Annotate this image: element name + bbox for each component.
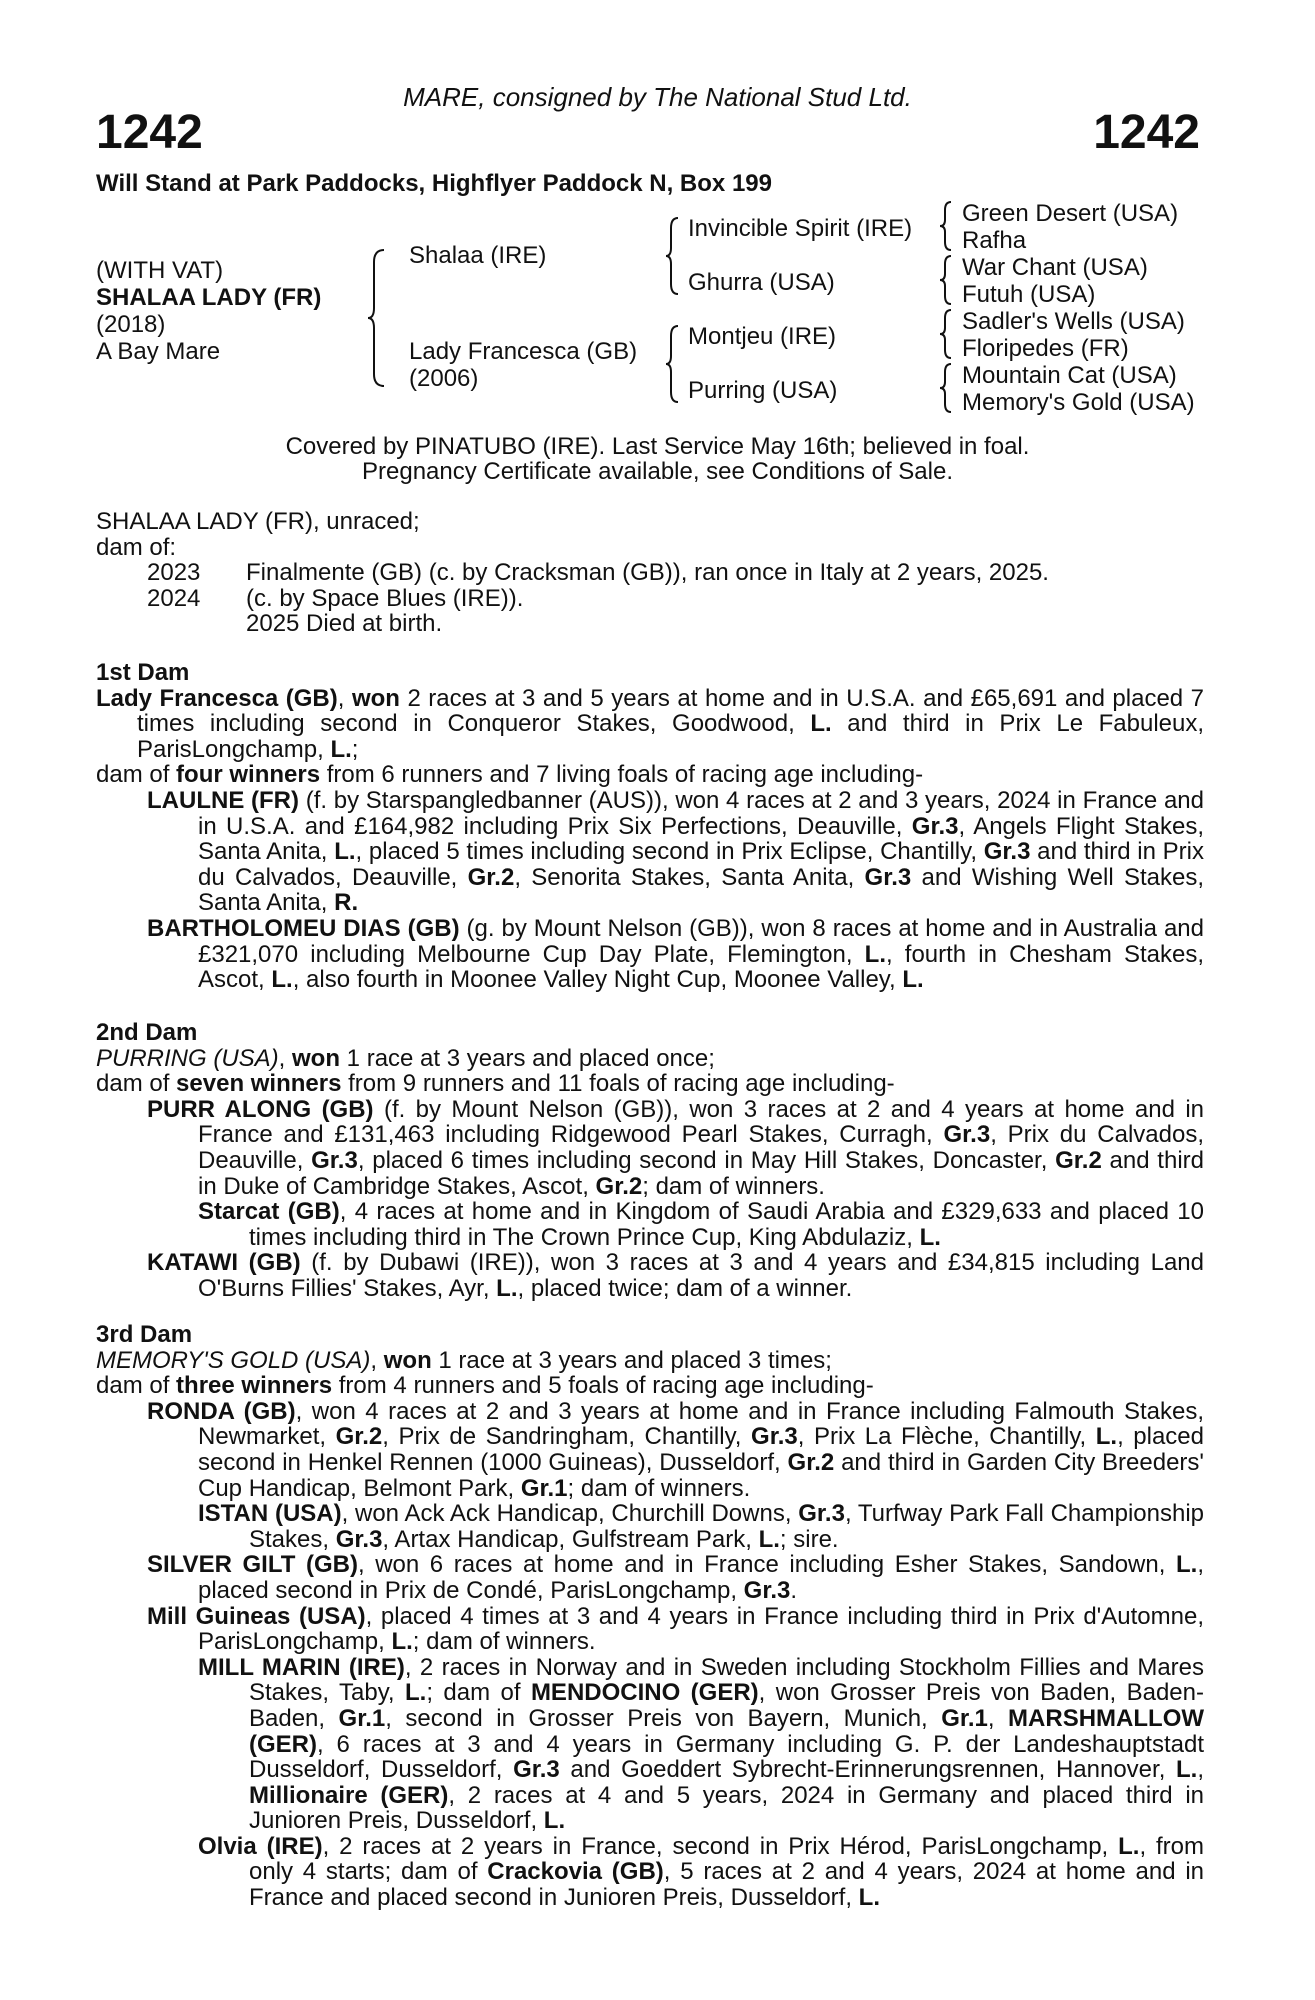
gg-2: Rafha [962,227,1027,254]
gg-3: War Chant (USA) [962,254,1148,281]
pedigree-brace-main [366,248,388,388]
horse-year: (2018) [96,311,166,338]
progeny-entry: RONDA (GB), won 4 races at 2 and 3 years at home and in France including Falmouth Stakes, Newmarket, Gr.2, Prix de Sandringham, Chantilly, Gr.3, Prix La Flèche, Chantilly, L., placed second in Henkel Rennen (1000 Guineas), Dusseldorf, Gr.2 and third in Garden City Breeders' Cup Handicap, Belmont Park, Gr.1; dam of winners. [147,1397,1205,1502]
pedigree-brace-sire [664,216,682,296]
progeny-name: Olvia (IRE) [198,1832,323,1860]
first-dam-of: dam of four winners from 6 runners and 7 living foals of racing age including- [96,761,924,789]
gg-8: Memory's Gold (USA) [962,389,1195,416]
produce-year: 2023 [147,559,201,587]
produce-text: Finalmente (GB) (c. by Cracksman (GB)), ran once in Italy at 2 years, 2025. [246,559,1049,587]
progeny-name: PURR ALONG (GB) [147,1095,374,1123]
progeny-name: SILVER GILT (GB) [147,1551,358,1579]
produce-table [96,560,1049,637]
sire: Shalaa (IRE) [409,242,547,269]
third-dam-heading: 3rd Dam [96,1321,193,1348]
produce-year: 2024 [147,584,201,612]
produce-text: (c. by Space Blues (IRE)). [246,584,524,612]
produce-row [96,586,1049,612]
progeny-name: RONDA (GB) [147,1397,296,1425]
produce-year [147,611,246,637]
pedigree-brace-2 [938,254,954,306]
covering-line-2: Pregnancy Certificate available, see Conditions of Sale. [362,458,953,485]
gg-4: Futuh (USA) [962,281,1096,308]
progeny-entry: KATAWI (GB) (f. by Dubawi (IRE)), won 3 races at 3 and 4 years and £34,815 including Land O'Burns Fillies' Stakes, Ayr, L., placed twice; dam of a winner. [147,1249,1204,1302]
second-dam-heading: 2nd Dam [96,1019,198,1046]
first-dam-record: Lady Francesca (GB), won 2 races at 3 and 5 years at home and in U.S.A. and £65,691 and placed 7 times including second in Conqueror Stakes, Goodwood, L. and third in Prix Le Fabuleux, ParisLongchamp, L.; [96,684,1205,763]
progeny-entry: Mill Guineas (USA), placed 4 times at 3 and 4 years in France including third in Prix d'Automne, ParisLongchamp, L.; dam of winners. [147,1602,1204,1656]
progeny-entry: ISTAN (USA), won Ack Ack Handicap, Churchill Downs, Gr.3, Turfway Park Fall Championship Stakes, Gr.3, Artax Handicap, Gulfstream Park, L.; sire. [198,1500,1205,1553]
gg-7: Mountain Cat (USA) [962,362,1177,389]
progeny-name: KATAWI (GB) [147,1249,301,1277]
sire-sire: Invincible Spirit (IRE) [688,215,913,242]
progeny-entry: Starcat (GB), 4 races at home and in Kingdom of Saudi Arabia and £329,633 and placed 10 times including third in The Crown Prince Cup, King Abdulaziz, L. [198,1198,1204,1251]
progeny-name: BARTHOLOMEU DIAS (GB) [147,914,460,942]
gg-1: Green Desert (USA) [962,200,1179,227]
won-label: won [351,684,400,712]
produce-dam-of: dam of: [96,533,177,561]
dam-name: PURRING (USA) [96,1044,279,1072]
third-dam-section [96,1322,1204,1911]
progeny-entry: SILVER GILT (GB), won 6 races at home and in France including Esher Stakes, Sandown, L., placed second in Prix de Condé, ParisLongchamp, Gr.3. [147,1551,1204,1604]
horse-description: A Bay Mare [96,338,221,365]
produce-text: 2025 Died at birth. [246,610,443,638]
produce-intro: SHALAA LADY (FR), unraced; [96,508,420,535]
dam-dam: Purring (USA) [688,377,838,404]
produce-row [96,611,1049,637]
horse-name: SHALAA LADY (FR) [96,284,322,311]
gg-6: Floripedes (FR) [962,335,1129,362]
progeny-entry: Olvia (IRE), 2 races at 2 years in France, second in Prix Hérod, ParisLongchamp, L., from only 4 starts; dam of Crackovia (GB), 5 races at 2 and 4 years, 2024 at home and in France and placed second in Junioren Preis, Dusseldorf, L. [198,1832,1205,1912]
third-dam-record: MEMORY'S GOLD (USA), won 1 race at 3 years and placed 3 times; [96,1346,832,1374]
progeny-entry: PURR ALONG (GB) (f. by Mount Nelson (GB)), won 3 races at 2 and 4 years at home and in France and £131,463 including Ridgewood Pearl Stakes, Curragh, Gr.3, Prix du Calvados, Deauville, Gr.3, placed 6 times including second in May Hill Stakes, Doncaster, Gr.2 and third in Duke of Cambridge Stakes, Ascot, Gr.2; dam of winners. [147,1095,1205,1200]
dam-name: Lady Francesca (GB) [96,684,338,712]
progeny-name: LAULNE (FR) [147,786,299,814]
progeny-name: Starcat (GB) [198,1198,340,1226]
lot-number-left: 1242 [96,106,203,159]
covering-line-1: Covered by PINATUBO (IRE). Last Service May 16th; believed in foal. [285,433,1030,460]
second-dam-section [96,1020,1204,1302]
sire-dam: Ghurra (USA) [688,269,835,296]
pedigree-brace-dam [664,324,682,404]
progeny-entry: LAULNE (FR) (f. by Starspangledbanner (AUS)), won 4 races at 2 and 3 years, 2024 in France and in U.S.A. and £164,982 including Prix Six Perfections, Deauville, Gr.3, Angels Flight Stakes, Santa Anita, L., placed 5 times including second in Prix Eclipse, Chantilly, Gr.3 and third in Prix du Calvados, Deauville, Gr.2, Senorita Stakes, Santa Anita, Gr.3 and Wishing Well Stakes, Santa Anita, R. [147,786,1205,917]
dam: Lady Francesca (GB) [409,338,638,365]
progeny-entry: MILL MARIN (IRE), 2 races in Norway and in Sweden including Stockholm Fillies and Mares Stakes, Taby, L.; dam of MENDOCINO (GER), won Grosser Preis von Baden, Baden-Baden, Gr.1, second in Grosser Preis von Bayern, Munich, Gr.1, MARSHMALLOW (GER), 6 races at 3 and 4 years in Germany including G. P. der Landeshauptstadt Dusseldorf, Dusseldorf, Gr.3 and Goeddert Sybrecht-Erinnerungsrennen, Hannover, L., Millionaire (GER), 2 races at 4 and 5 years, 2024 in Germany and placed third in Junioren Preis, Dusseldorf, L. [198,1653,1205,1835]
pedigree-brace-3 [938,308,954,360]
lot-number-right: 1242 [1093,106,1200,159]
vat-note: (WITH VAT) [96,257,224,284]
stand-location: Will Stand at Park Paddocks, Highflyer Paddock N, Box 199 [96,170,772,197]
first-dam-section [96,660,1204,993]
progeny-name: Mill Guineas (USA) [147,1602,366,1630]
progeny-name: ISTAN (USA) [198,1500,342,1528]
third-dam-of: dam of three winners from 4 runners and 5 foals of racing age including- [96,1372,874,1400]
second-dam-record: PURRING (USA), won 1 race at 3 years and placed once; [96,1044,715,1072]
second-dam-of: dam of seven winners from 9 runners and 11 foals of racing age including- [96,1070,895,1098]
progeny-entry: BARTHOLOMEU DIAS (GB) (g. by Mount Nelson (GB)), won 8 races at home and in Australia and £321,070 including Melbourne Cup Day Plate, Flemington, L., fourth in Chesham Stakes, Ascot, L., also fourth in Moonee Valley Night Cup, Moonee Valley, L. [147,914,1204,994]
dam-name: MEMORY'S GOLD (USA) [96,1346,371,1374]
produce-record [96,509,1204,637]
dam-year: (2006) [409,365,479,392]
consigned-by: MARE, consigned by The National Stud Ltd. [403,82,912,112]
pedigree-brace-1 [938,200,954,252]
gg-5: Sadler's Wells (USA) [962,308,1185,335]
produce-row [96,560,1049,586]
first-dam-heading: 1st Dam [96,659,190,686]
progeny-name: MILL MARIN (IRE) [198,1653,405,1681]
dam-sire: Montjeu (IRE) [688,323,837,350]
pedigree-brace-4 [938,362,954,414]
